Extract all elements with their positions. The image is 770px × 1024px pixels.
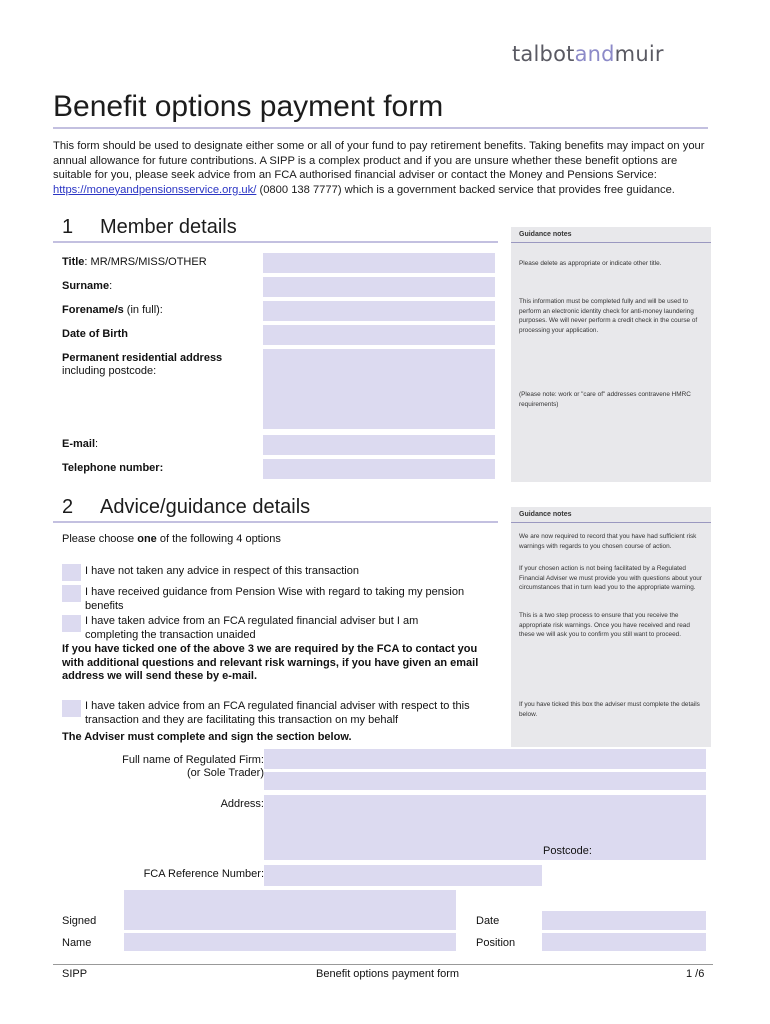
logo-part-muir: muir [614, 42, 664, 66]
maps-link[interactable]: https://moneyandpensionsservice.org.uk/ [53, 183, 257, 196]
firm-name-field[interactable] [264, 749, 706, 769]
section-2-divider [53, 521, 498, 523]
address-field[interactable] [263, 349, 495, 429]
firm-name-label: Full name of Regulated Firm: [122, 754, 264, 766]
guidance-note: This is a two step process to ensure that you receive the appropriate risk warnings. Once you have received and read these we will ask you to confirm you still want to proceed. [519, 612, 690, 639]
guidance-divider [511, 242, 711, 243]
forename-label: Forename/s (in full): [62, 304, 163, 316]
title-label: Title: MR/MRS/MISS/OTHER [62, 256, 207, 268]
logo-part-talbot: talbot [512, 42, 575, 66]
address-label-sub: including postcode: [62, 365, 157, 377]
adviser-address-label: Address: [220, 798, 264, 810]
phone-field[interactable] [263, 459, 495, 479]
guidance-divider [511, 522, 711, 523]
name-label: Name [62, 937, 92, 949]
option-3-label: I have taken advice from an FCA regulated financial adviser but I am completing the transaction unaided [85, 615, 419, 641]
option-4-checkbox[interactable] [62, 700, 81, 717]
email-field[interactable] [263, 435, 495, 455]
logo-part-and: and [574, 42, 615, 66]
fca-reference-label: FCA Reference Number: [143, 868, 264, 880]
dob-label: Date of Birth [62, 328, 128, 340]
page-number: 1 /6 [686, 968, 705, 980]
postcode-label: Postcode: [543, 845, 592, 857]
brand-logo [512, 42, 664, 66]
firm-name-sublabel: (or Sole Trader) [186, 767, 264, 779]
guidance-note: We are now required to record that you have had sufficient risk warnings with regards to you chosen course of action. [519, 533, 697, 550]
section-2-heading [62, 496, 310, 519]
intro-text-end: (0800 138 7777) which is a government backed service that provides free guidance. [256, 183, 675, 196]
choose-instruction: Please choose one of the following 4 options [62, 533, 281, 545]
guidance-note: (Please note: work or "care of" addresses contravene HMRC requirements) [519, 391, 691, 408]
address-label: Permanent residential address [62, 352, 223, 364]
email-label: E-mail: [62, 438, 99, 450]
forename-field[interactable] [263, 301, 495, 321]
footer-divider [53, 964, 713, 965]
title-divider [53, 127, 708, 129]
footer-left: SIPP [62, 968, 88, 980]
signed-label: Signed [62, 915, 97, 927]
option-2-label: I have received guidance from Pension Wise with regard to taking my pension benefits [85, 586, 465, 612]
section-1-title: Member details [100, 216, 237, 238]
dob-field[interactable] [263, 325, 495, 345]
guidance-note: If your chosen action is not being facilitated by a Regulated Financial Adviser we must provide you with questions about your circumstances that in turn lead you to the appropriate warning. [519, 565, 702, 592]
adviser-address-field[interactable] [264, 795, 706, 860]
signature-field[interactable] [124, 890, 456, 930]
guidance-panel-2 [511, 507, 711, 747]
title-field[interactable] [263, 253, 495, 273]
guidance-note: If you have ticked this box the adviser must complete the details below. [519, 701, 700, 718]
intro-text: This form should be used to designate either some or all of your fund to pay retirement benefits. Taking benefits may impact on your annual allowance for future contributions. A SIPP is a complex product and if you are unsure whether these benefit options are suitable for you, please seek advice from an FCA authorised financial adviser or contact the Money and Pensions Service: [53, 140, 705, 181]
date-label: Date [476, 915, 500, 927]
section-2-title: Advice/guidance details [100, 496, 311, 518]
intro-paragraph [53, 139, 713, 197]
fca-contact-note: If you have ticked one of the above 3 we are required by the FCA to contact you with additional questions and relevant risk warnings, if you have given an email address we will send these by e-mail. [62, 643, 479, 682]
option-1-checkbox[interactable] [62, 564, 81, 581]
section-2-number: 2 [62, 496, 74, 518]
surname-field[interactable] [263, 277, 495, 297]
adviser-name-field[interactable] [124, 933, 456, 951]
adviser-note: The Adviser must complete and sign the section below. [62, 731, 352, 743]
section-1-number: 1 [62, 216, 74, 238]
guidance-panel-1 [511, 227, 711, 482]
fca-reference-field[interactable] [264, 865, 542, 886]
guidance-note: Please delete as appropriate or indicate other title. [519, 260, 662, 267]
guidance-title: Guidance notes [519, 511, 572, 518]
guidance-note: This information must be completed fully and will be used to perform an electronic identity check for anti-money laundering purposes. We will never perform a credit check in the course of processing your application. [519, 298, 698, 335]
option-3-checkbox[interactable] [62, 615, 81, 632]
surname-label: Surname: [62, 280, 113, 292]
option-2-checkbox[interactable] [62, 585, 81, 602]
phone-label: Telephone number: [62, 462, 164, 474]
footer-center: Benefit options payment form [316, 968, 460, 980]
section-1-divider [53, 241, 498, 243]
option-1-label: I have not taken any advice in respect of this transaction [85, 565, 359, 577]
position-field[interactable] [542, 933, 706, 951]
page-title: Benefit options payment form [53, 90, 444, 123]
section-1-heading [62, 216, 237, 239]
option-4-label: I have taken advice from an FCA regulated financial adviser with respect to this transaction and they are facilitating this transaction on my behalf [85, 700, 470, 726]
position-label: Position [476, 937, 516, 949]
firm-name-field-2[interactable] [264, 772, 706, 790]
guidance-title: Guidance notes [519, 231, 572, 238]
date-field[interactable] [542, 911, 706, 930]
